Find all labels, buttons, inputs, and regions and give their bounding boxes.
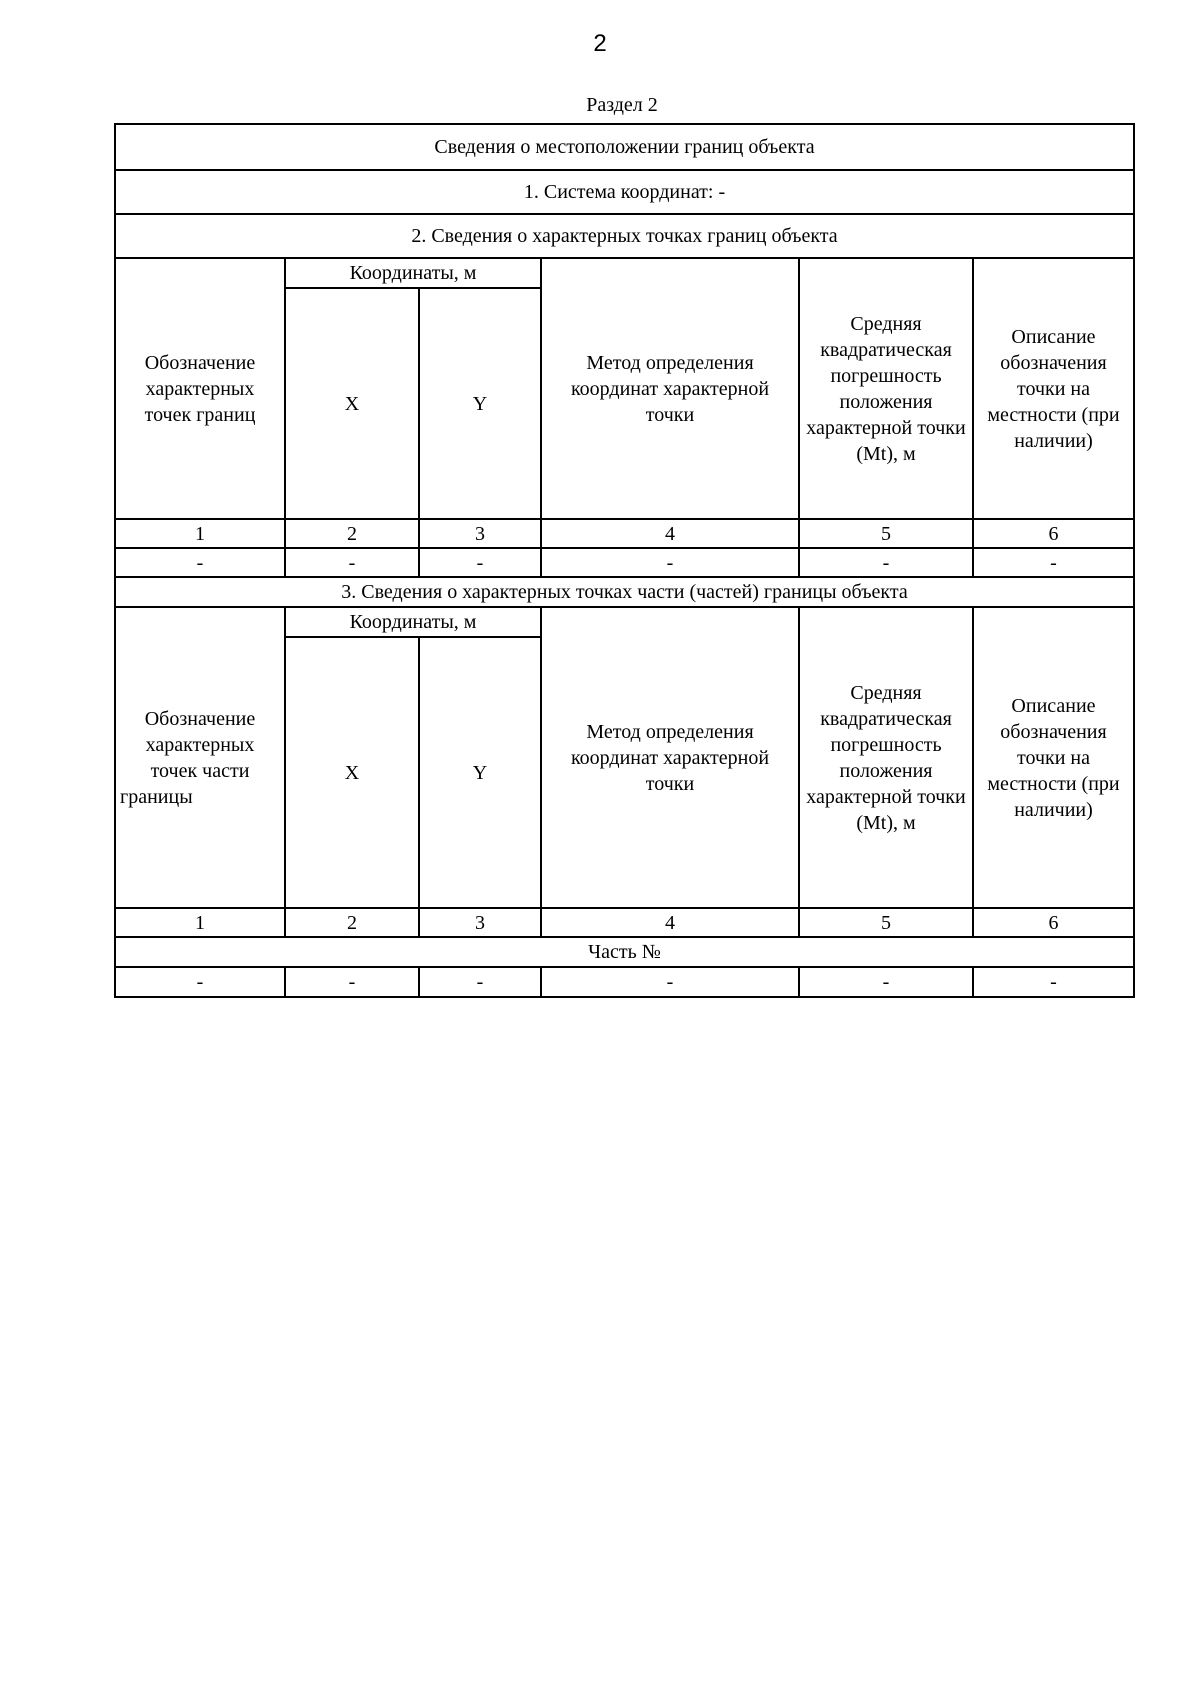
block2-title: 2. Сведения о характерных точках границ объекта: [115, 214, 1134, 258]
block3-title: 3. Сведения о характерных точках части (частей) границы объекта: [115, 577, 1134, 607]
col-number: 6: [973, 908, 1134, 937]
header-x: X: [285, 637, 419, 908]
col-number: 2: [285, 908, 419, 937]
col-number: 5: [799, 519, 973, 548]
table-cell: -: [419, 548, 541, 577]
col-number: 1: [115, 908, 285, 937]
header-description: Описание обозначения точки на местности (при наличии): [973, 258, 1134, 519]
table-title-row: [115, 124, 1134, 170]
boundary-table: [114, 123, 1135, 998]
header-coords: Координаты, м: [285, 607, 541, 637]
header-method: Метод определения координат характерной точки: [541, 607, 799, 908]
part-label: Часть №: [115, 937, 1134, 967]
coord-system-row: [115, 170, 1134, 214]
table-cell: -: [419, 967, 541, 997]
table-cell: -: [973, 548, 1134, 577]
block3-col-numbers-row: [115, 908, 1134, 937]
table-cell: -: [541, 548, 799, 577]
header-method: Метод определения координат характерной точки: [541, 258, 799, 519]
header-x: X: [285, 288, 419, 519]
header-y: Y: [419, 288, 541, 519]
table-cell: -: [115, 967, 285, 997]
col-number: 3: [419, 908, 541, 937]
col-number: 4: [541, 519, 799, 548]
table-cell: -: [285, 967, 419, 997]
table-title: Сведения о местоположении границ объекта: [115, 124, 1134, 170]
block2-title-row: [115, 214, 1134, 258]
table-cell: -: [285, 548, 419, 577]
table-row: [115, 967, 1134, 997]
col-number: 5: [799, 908, 973, 937]
col-number: 3: [419, 519, 541, 548]
block2-header-row: [115, 258, 1134, 288]
block3-header-row: [115, 607, 1134, 637]
part-label-row: [115, 937, 1134, 967]
section-label: Раздел 2: [586, 94, 658, 116]
table-cell: -: [973, 967, 1134, 997]
header-y: Y: [419, 637, 541, 908]
col-number: 6: [973, 519, 1134, 548]
table-cell: -: [799, 967, 973, 997]
header-description: Описание обозначения точки на местности (при наличии): [973, 607, 1134, 908]
coord-system: 1. Система координат: -: [115, 170, 1134, 214]
col-number: 4: [541, 908, 799, 937]
table-cell: -: [115, 548, 285, 577]
table-row: [115, 548, 1134, 577]
header-error: Средняя квадратическая погрешность положения характерной точки (Mt), м: [799, 607, 973, 908]
col-number: 2: [285, 519, 419, 548]
table-cell: -: [799, 548, 973, 577]
header-coords: Координаты, м: [285, 258, 541, 288]
header-designation: Обозначение характерных точек части границы: [115, 607, 285, 908]
table-cell: -: [541, 967, 799, 997]
col-number: 1: [115, 519, 285, 548]
block3-title-row: [115, 577, 1134, 607]
page-number: 2: [593, 30, 607, 57]
block2-col-numbers-row: [115, 519, 1134, 548]
header-designation: Обозначение характерных точек границ: [115, 258, 285, 519]
header-error: Средняя квадратическая погрешность положения характерной точки (Mt), м: [799, 258, 973, 519]
